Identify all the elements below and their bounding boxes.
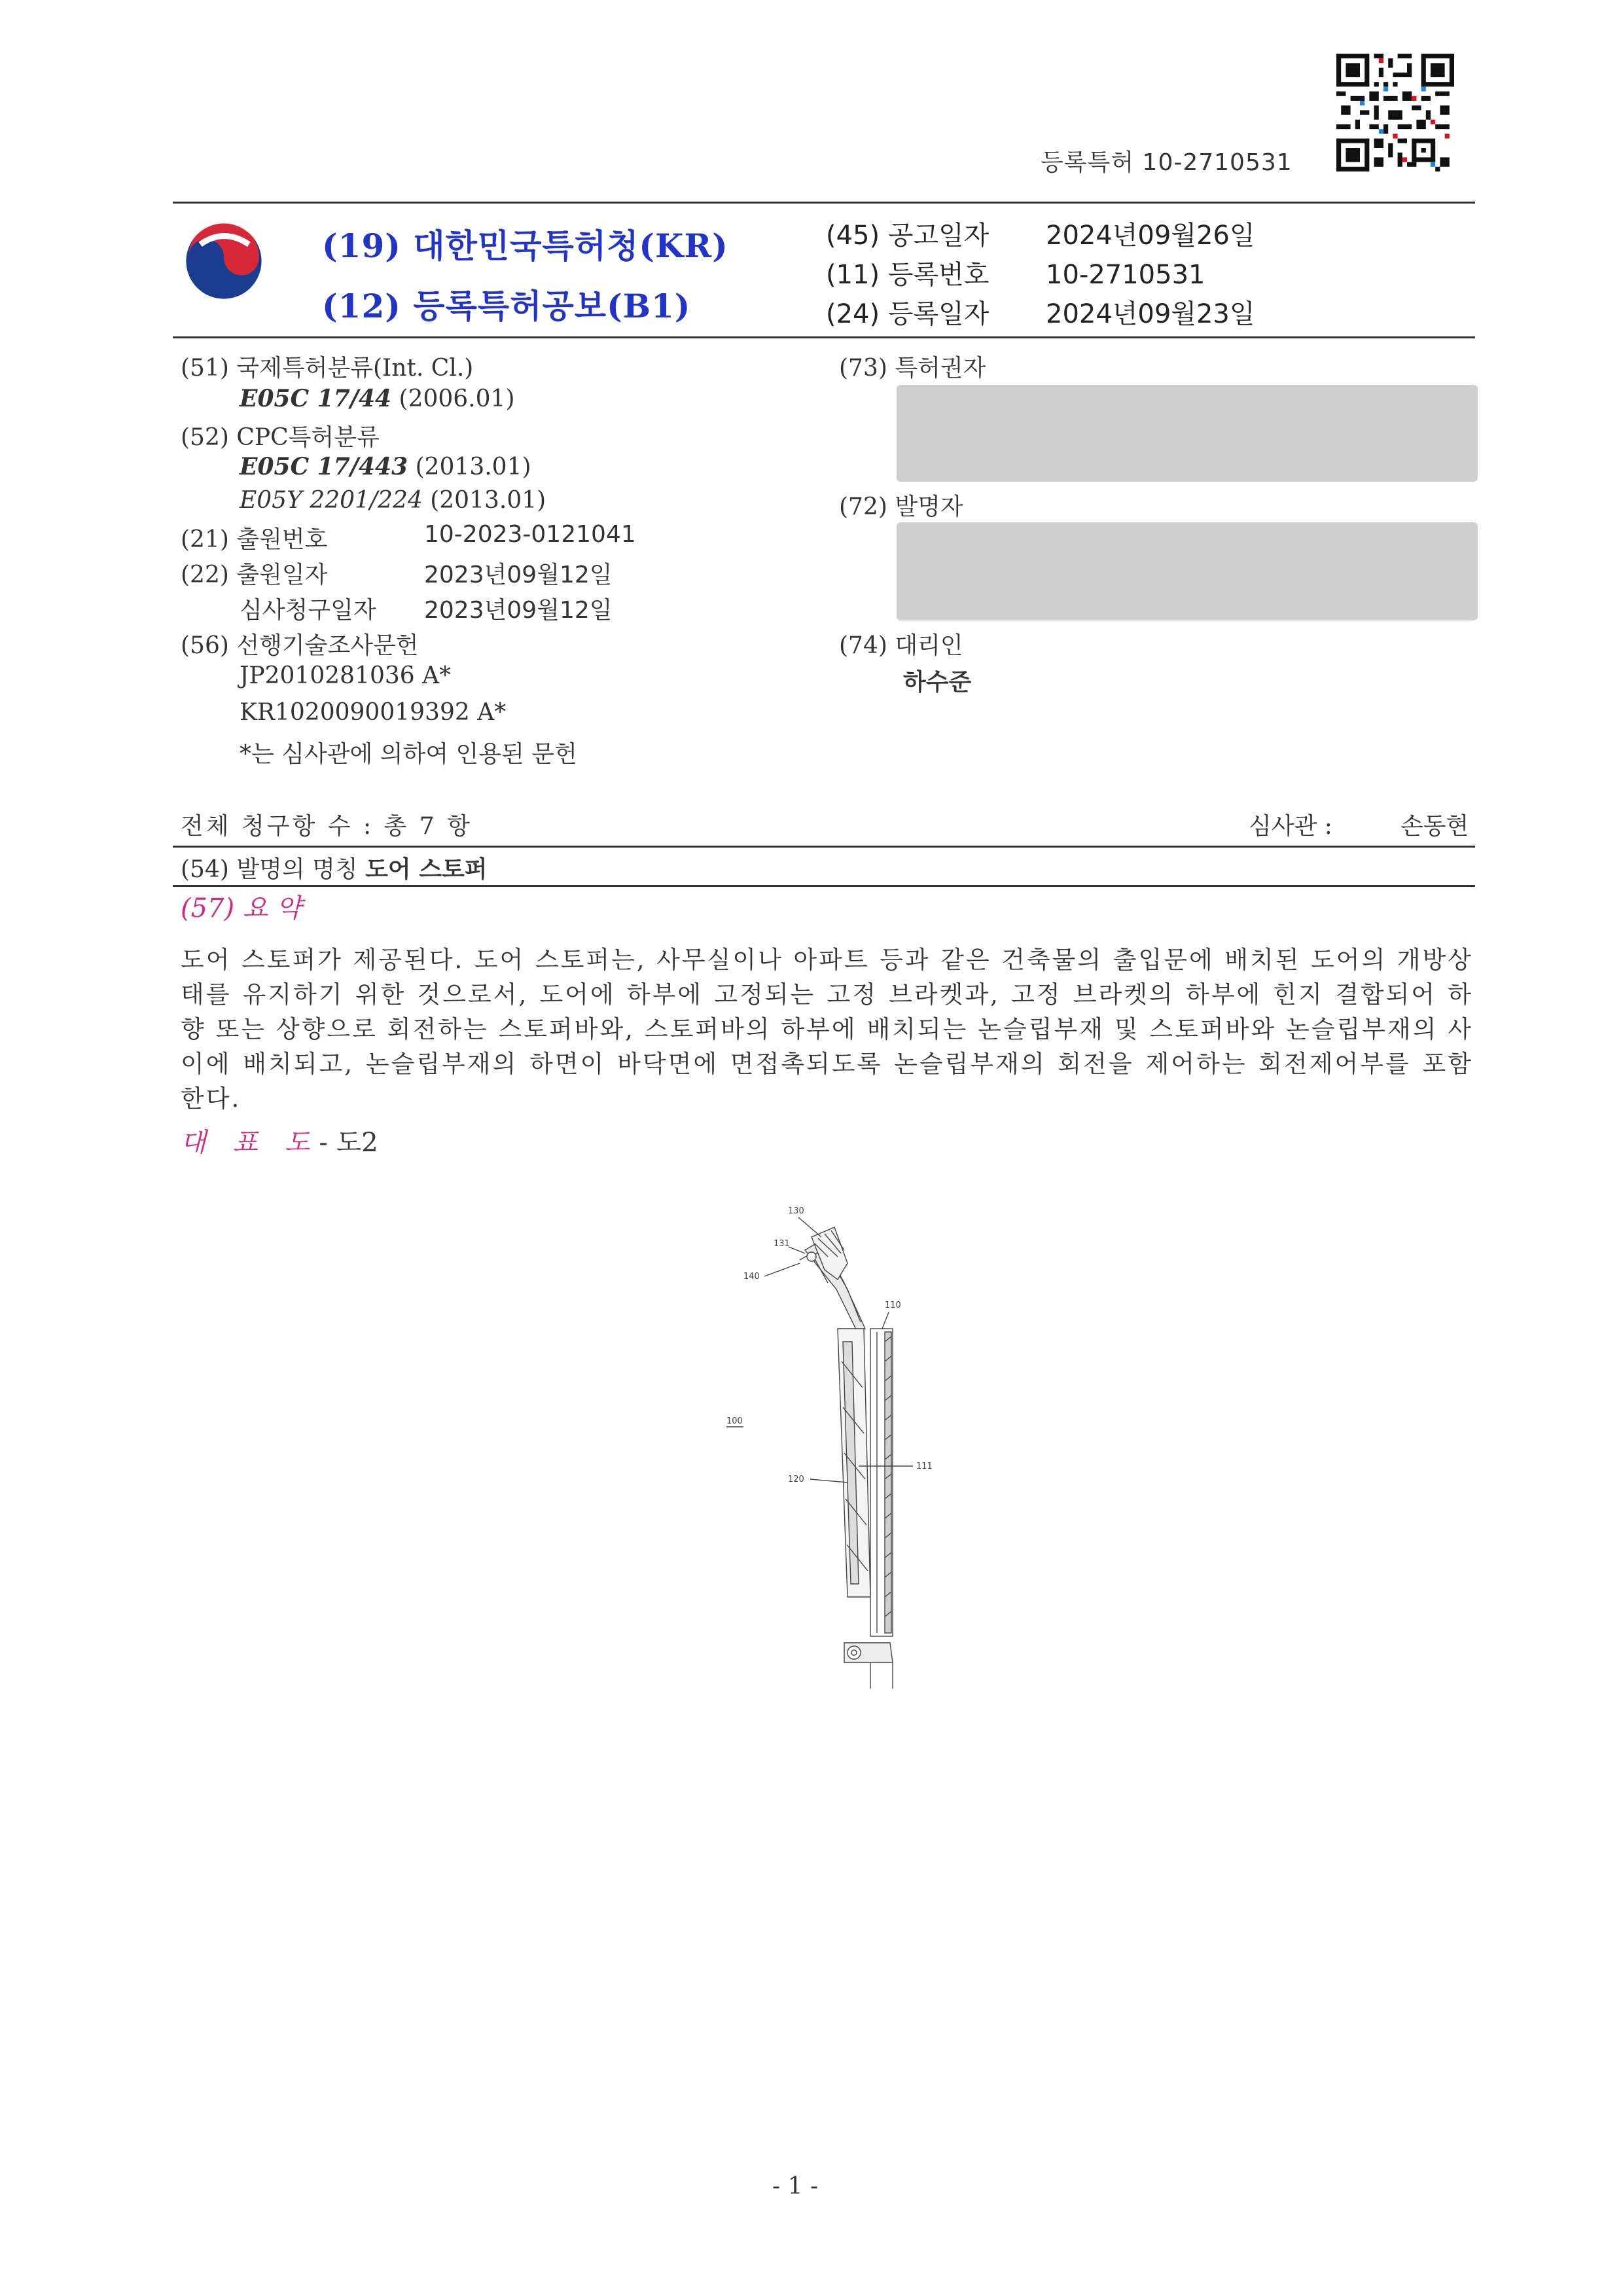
representative-label: 대 표 도	[181, 1128, 319, 1158]
exam-request-date: 2023년09월12일	[424, 597, 613, 624]
reg-number-value: 10-2710531	[1046, 260, 1205, 290]
application-number: 10-2023-0121041	[424, 521, 636, 548]
abstract-text: 도어 스토퍼가 제공된다. 도어 스토퍼는, 사무실이나 아파트 등과 같은 건축물의 출입문에 배치된 도어의 개방상태를 유지하기 위한 것으로서, 도어에 하부에 고정되는 고정 브라켓과, 고정 브라켓의 하부에 힌지 결합되어 하향 또는 상향으로 회전하는 스토퍼바와, 스토퍼바의 하부에 배치되는 논슬립부재 및 스토퍼바와 논슬립부재의 사이에 배치되고, 논슬립부재의 하면이 바닥면에 면접촉되도록 논슬립부재의 회전을 제어하는 회전제어부를 포함한다.	[181, 946, 1473, 1113]
representative-value: - 도2	[319, 1128, 378, 1158]
cpc-code-1: E05C 17/443	[240, 453, 408, 480]
prior-art-2: KR1020090019392 A*	[240, 699, 507, 726]
label-120: 120	[788, 1475, 804, 1484]
examiner-label: 심사관 :	[1249, 813, 1332, 840]
ipc-version: (2006.01)	[399, 386, 515, 412]
exam-request-label: 심사청구일자	[240, 597, 376, 624]
cpc-label: (52) CPC특허분류	[181, 424, 380, 451]
representative-figure	[181, 1122, 378, 1159]
abstract-heading: (57) 요 약	[181, 893, 302, 924]
invention-title: 도어 스토퍼	[365, 855, 488, 883]
reg-date-value: 2024년09월23일	[1046, 299, 1255, 329]
invention-title-row	[181, 851, 488, 884]
header-bottom-rule	[173, 336, 1475, 338]
invention-title-label: (54) 발명의 명칭	[181, 856, 358, 883]
pub-date-label: (45) 공고일자	[826, 221, 990, 251]
label-130: 130	[788, 1206, 804, 1216]
pub-date-row	[826, 215, 1255, 252]
filing-date: 2023년09월12일	[424, 562, 613, 588]
agent-label: (74) 대리인	[839, 632, 963, 659]
cpc-code-2: E05Y 2201/224	[240, 487, 423, 514]
label-100: 100	[726, 1416, 743, 1426]
ipc-entry	[240, 385, 515, 412]
patentee-redacted	[897, 385, 1478, 482]
pub-date-value: 2024년09월26일	[1046, 221, 1255, 251]
reg-date-row	[826, 293, 1255, 331]
door-stopper-drawing	[713, 1191, 936, 1702]
label-131: 131	[774, 1239, 790, 1249]
cpc-entry-2	[240, 487, 546, 514]
agent-name: 하수준	[903, 669, 972, 696]
total-claims: 전체 청구항 수 : 총 7 항	[181, 813, 473, 840]
examiner-name: 손동현	[1400, 813, 1469, 840]
inventor-redacted	[897, 522, 1478, 620]
cpc-version-1: (2013.01)	[415, 454, 531, 480]
ipc-code: E05C 17/44	[240, 385, 392, 412]
qr-code	[1336, 54, 1454, 171]
prior-art-label: (56) 선행기술조사문헌	[181, 632, 419, 659]
application-number-label: (21) 출원번호	[181, 526, 328, 553]
reg-date-label: (24) 등록일자	[826, 299, 990, 329]
office-title: (19) 대한민국특허청(KR)	[322, 226, 728, 265]
label-110: 110	[885, 1300, 901, 1310]
inventor-label: (72) 발명자	[839, 493, 963, 520]
claims-rule	[173, 846, 1475, 848]
gazette-type: (12) 등록특허공보(B1)	[322, 287, 691, 325]
kipo-logo-icon	[182, 219, 266, 303]
label-111: 111	[916, 1462, 933, 1471]
filing-date-label: (22) 출원일자	[181, 562, 328, 588]
reg-number-row	[826, 254, 1205, 291]
prior-art-note: *는 심사관에 의하여 인용된 문헌	[240, 741, 577, 768]
patentee-label: (73) 특허권자	[839, 355, 986, 382]
prior-art-1: JP2010281036 A*	[240, 662, 452, 689]
reg-number-label: (11) 등록번호	[826, 260, 990, 290]
label-140: 140	[743, 1272, 760, 1282]
cpc-entry-1	[240, 453, 531, 480]
ipc-label: (51) 국제특허분류(Int. Cl.)	[181, 355, 474, 382]
page-number: - 1 -	[772, 2173, 819, 2200]
title-rule	[173, 885, 1475, 887]
cpc-version-2: (2013.01)	[430, 487, 546, 514]
publication-number: 등록특허 10-2710531	[1041, 149, 1293, 176]
header-top-rule	[173, 202, 1475, 204]
